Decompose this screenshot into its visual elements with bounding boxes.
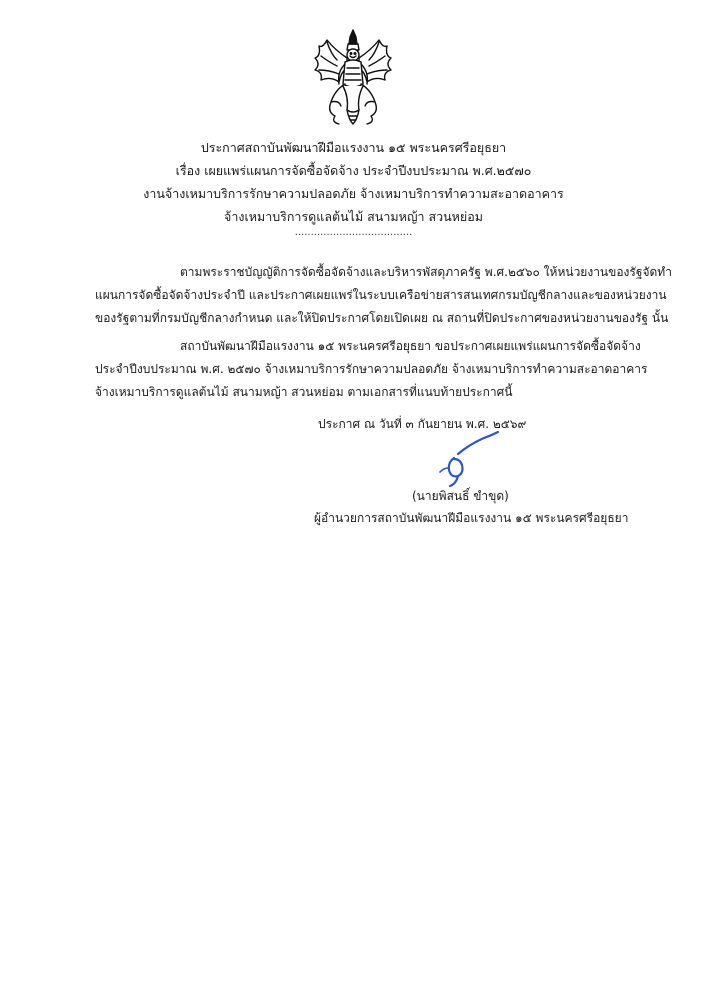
handwritten-signature-icon [418,428,502,490]
signatory-name: (นายพิสนธิ์ ขำขุด) [412,489,509,503]
announcement-title: ประกาศสถาบันพัฒนาฝีมือแรงงาน ๑๕ พระนครศรีอยุธยา [200,140,507,155]
signatory-position: ผู้อำนวยการสถาบันพัฒนาฝีมือแรงงาน ๑๕ พระนครศรีอยุธยา [314,511,629,525]
header-divider: ..................................... [294,227,413,238]
announcement-subject-line-2: งานจ้างเหมาบริการรักษาความปลอดภัย จ้างเหมาบริการทำความสะอาดอาคาร [143,186,564,201]
paragraph-1-line-3: ของรัฐตามที่กรมบัญชีกลางกำหนด และให้ปิดประกาศโดยเปิดเผย ณ สถานที่ปิดประกาศของหน่วยงานของรัฐ นั้น [95,311,669,325]
paragraph-2-line-2: ประจำปีงบประมาณ พ.ศ. ๒๕๗๐ จ้างเหมาบริการรักษาความปลอดภัย จ้างเหมาบริการทำความสะอาดอาคาร [95,362,648,376]
paragraph-1-line-2: แผนการจัดซื้อจัดจ้างประจำปี และประกาศเผยแพร่ในระบบเครือข่ายสารสนเทศกรมบัญชีกลางและของหน่วยงาน [95,288,667,302]
paragraph-2-line-3: จ้างเหมาบริการดูแลต้นไม้ สนามหญ้า สวนหย่อม ตามเอกสารที่แนบท้ายประกาศนี้ [95,385,513,399]
announcement-subject: เรื่อง เผยแพร่แผนการจัดซื้อจัดจ้าง ประจำปีงบประมาณ พ.ศ.๒๕๗๐ [175,163,532,178]
paragraph-2-line-1: สถาบันพัฒนาฝีมือแรงงาน ๑๕ พระนครศรีอยุธยา ขอประกาศเผยแพร่แผนการจัดซื้อจัดจ้าง [180,339,641,353]
garuda-emblem-icon [309,28,397,128]
announcement-subject-line-3: จ้างเหมาบริการดูแลต้นไม้ สนามหญ้า สวนหย่อม [224,209,483,224]
announcement-date: ประกาศ ณ วันที่ ๓ กันยายน พ.ศ. ๒๕๖๙ [318,417,527,431]
paragraph-1-line-1: ตามพระราชบัญญัติการจัดซื้อจัดจ้างและบริหารพัสดุภาครัฐ พ.ศ.๒๕๖๐ ให้หน่วยงานของรัฐจัดทำ [180,265,672,279]
